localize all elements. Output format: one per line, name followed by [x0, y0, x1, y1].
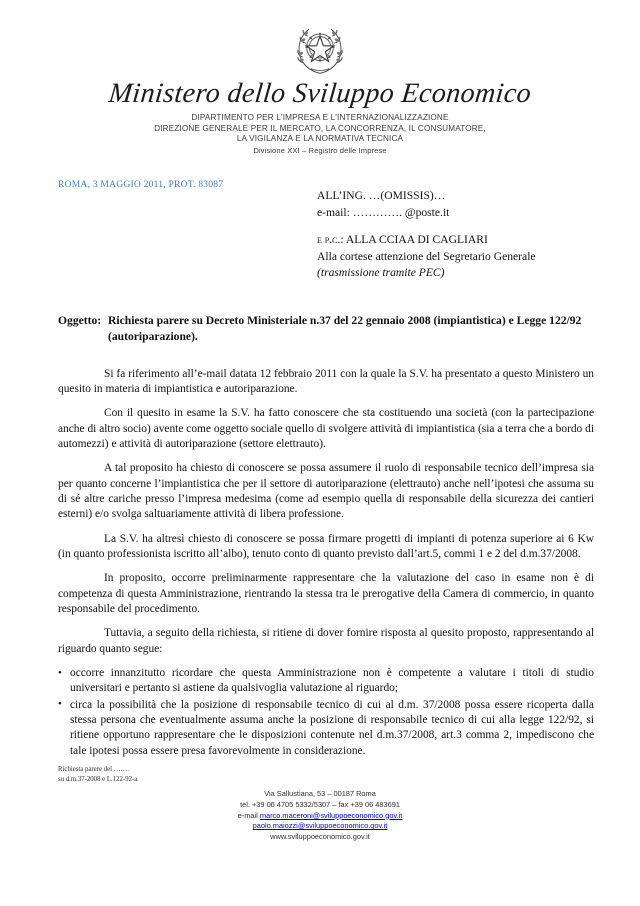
body-paragraph-2: Con il quesito in esame la S.V. ha fatto conoscere che sta costituendo una società (con la partecipazione anche di altro socio) avente come oggetto sociale quello di svolgere attività di impiantistica (sia a terra che a bordo di automezzi) e attività di autoriparazione (settore elettrauto).	[58, 407, 594, 451]
department-line-4: Divisione XXI – Registro delle Imprese	[253, 145, 387, 155]
footer-email-2[interactable]: paolo.maiozzi@sviluppoeconomico.gov.it	[252, 821, 388, 831]
footer-address: Via Sallustiana, 53 – 00187 Roma	[264, 789, 376, 798]
date-protocol-line: ROMA, 3 MAGGIO 2011, PROT. 83087	[58, 179, 224, 191]
address-zone	[0, 179, 640, 283]
footnote-reference	[58, 765, 137, 785]
footer-contact-block	[0, 789, 640, 843]
recipient-block	[317, 188, 536, 281]
subject-row	[58, 313, 594, 345]
recipient-line-3: e p.c.: ALLA CCIAA DI CAGLIARI	[317, 233, 488, 247]
recipient-line-5: (trasmissione tramite PEC)	[317, 266, 445, 280]
body-paragraph-4: La S.V. ha altresì chiesto di conoscere se possa firmare progetti di impianti di potenza superiore ai 6 Kw (in quanto professionista iscritto all’albo), tenuto conto di quanto previsto dall’art.5, commi 1 e 2 del d.m.37/2008.	[58, 532, 594, 561]
footer-website[interactable]: www.sviluppoeconomico.gov.it	[270, 832, 370, 842]
body-paragraph-3: A tal proposito ha chiesto di conoscere se possa assumere il ruolo di responsabile tecnico dell’impresa sia per quanto concerne l’impiantistica che per il settore di autoriparazione (elettrauto) anche nell’ipotesi che assuma su di sé altre cariche presso l’impresa medesima (come ad esempio quella di responsabile della sicurezza dei cantieri esterni) e/o svolga saltuariamente attività di libera professione.	[58, 462, 594, 521]
ministry-name: Ministero dello Sviluppo Economico	[107, 78, 533, 109]
recipient-line-4: Alla cortese attenzione del Segretario Generale	[317, 249, 536, 263]
footnote-line-1: Richiesta parere del …….	[58, 766, 129, 773]
footer-phone: tel. +39 06 4705 5332/5307 – fax +39 06 483691	[240, 799, 400, 809]
department-line-2: DIREZIONE GENERALE PER IL MERCATO, LA CONCORRENZA, IL CONSUMATORE,	[154, 123, 486, 133]
department-line-1: DIPARTIMENTO PER L'IMPRESA E L'INTERNAZIONALIZZAZIONE	[191, 113, 449, 122]
footer-email-row-1	[0, 811, 640, 822]
list-item: • circa la possibilità che la posizione di responsabile tecnico di cui al d.m. 37/2008 possa essere ricoperta dalla stessa persona che eventualmente assuma anche la posizione di responsabile tecnico di cui alla legge 122/92, si ritiene opportuno rappresentare che le disposizioni contenute nel d.m.37/2008, art.3 comma 2, impediscono che tale ipotesi possa essere presa favorevolmente in considerazione.	[58, 698, 594, 759]
footer-email-label: e-mail	[237, 810, 260, 820]
footer-email-1[interactable]: marco.maceroni@sviluppoeconomico.gov.it	[259, 810, 403, 820]
list-item: • occorre innanzitutto ricordare che questa Amministrazione non è competente a valutare i titoli di studio universitari e pertanto si astiene da qualsivoglia valutazione al riguardo;	[58, 666, 594, 697]
body-text	[58, 367, 594, 759]
letterhead	[0, 0, 640, 155]
recipient-spacer	[317, 221, 536, 232]
body-paragraph-1: Si fa riferimento all’e-mail datata 12 febbraio 2011 con la quale la S.V. ha presentato a questo Ministero un quesito in materia di impiantistica e autoriparazione.	[58, 367, 594, 396]
footer-email-row-2	[0, 821, 640, 832]
department-line-3: LA VIGILANZA E LA NORMATIVA TECNICA	[236, 134, 404, 143]
bullet-list	[58, 666, 594, 759]
subject-label: Oggetto:	[58, 314, 102, 328]
subject-text: Richiesta parere su Decreto Ministeriale n.37 del 22 gennaio 2008 (impiantistica) e Legge 122/92 (autoriparazione).	[108, 314, 582, 343]
italian-republic-emblem-icon	[291, 20, 349, 78]
footnote-line-2: su d.m.37-2008 e L.122-92-a	[58, 776, 138, 784]
body-paragraph-5: In proposito, occorre preliminarmente rappresentare che la valutazione del caso in esame non è di competenza di questa Amministrazione, rientrando la stessa tra le prerogative della Camera di commercio, in quanto responsabile del procedimento.	[58, 572, 594, 616]
department-block	[0, 113, 640, 155]
recipient-line-2: e-mail: …………. @poste.it	[317, 205, 450, 219]
body-paragraph-6: Tuttavia, a seguito della richiesta, si ritiene di dover fornire risposta al quesito proposto, rappresentando al riguardo quanto segue:	[58, 627, 594, 655]
recipient-line-1: ALL’ING. …(OMISSIS)…	[317, 189, 446, 203]
